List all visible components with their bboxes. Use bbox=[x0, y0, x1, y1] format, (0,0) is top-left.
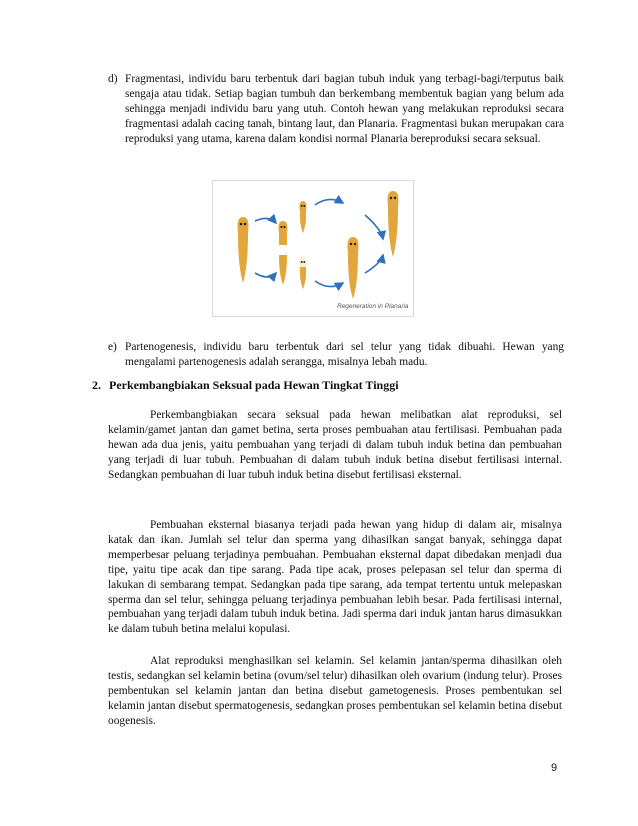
arrow-icon bbox=[315, 199, 343, 205]
arrow-icon bbox=[365, 255, 383, 273]
list-text-parthenogenesis: Partenogenesis, individu baru terbentuk dari sel telur yang tidak dibuahi. Hewan yang mengalami partenogenesis adalah serangga, misalnya lebah madu. bbox=[125, 341, 564, 368]
section-number: 2. bbox=[92, 378, 101, 392]
list-text-fragmentation: Fragmentasi, individu baru terbentuk dari bagian tubuh induk yang terbagi-bagi/terputus baik sengaja atau tidak. Setiap bagian tumbuh dan berkembang membentuk bagian yang belum ada sehingga menjadi individu baru yang utuh. Contoh hewan yang melakukan reproduksi secara fragmentasi adalah cacing tanah, bintang laut, dan Planaria. Fragmentasi bukan merupakan cara reproduksi yang utama, karena dalam kondisi normal Planaria bereproduksi secara seksual. bbox=[125, 73, 564, 145]
arrow-icon bbox=[365, 215, 383, 239]
paragraph-2-text: Pembuahan eksternal biasanya terjadi pada hewan yang hidup di dalam air, misalnya katak dan ikan. Jumlah sel telur dan sperma yang dihasilkan sangat banyak, sehingga dapat memperbesar peluang terjadinya pembuahan. Pembuahan eksternal dapat dibedakan menjadi dua tipe, yaitu tipe acak dan tipe sarang. Pada tipe acak, proses pelepasan sel telur dan sperma di lakukan di sembarang tempat. Sedangkan pada tipe sarang, ada tempat tertentu untuk melepaskan sperma dan sel telur, sehingga peluang terjadinya pembuahan lebih besar. Pada fertilisasi internal, pembuahan yang terjadi dalam tubuh induk betina. Jadi sperma dari induk jantan harus dimasukkan ke dalam tubuh betina melalui kopulasi. bbox=[108, 519, 562, 636]
planaria-regenerating-icon bbox=[299, 257, 306, 289]
arrow-icon bbox=[315, 281, 343, 287]
page-number: 9 bbox=[551, 762, 558, 774]
figure-caption: Regeneration in Planaria bbox=[337, 303, 409, 310]
planaria-new-individual-icon bbox=[388, 191, 399, 257]
list-marker-d: d) bbox=[108, 73, 118, 85]
list-marker-e: e) bbox=[108, 341, 117, 353]
list-item-parthenogenesis bbox=[108, 340, 564, 370]
planaria-whole-icon bbox=[238, 217, 249, 283]
arrow-icon bbox=[255, 273, 276, 277]
section-title: Perkembangbiakan Seksual pada Hewan Tingkat Tinggi bbox=[109, 378, 399, 392]
paragraph-2 bbox=[108, 518, 562, 637]
planaria-regeneration-figure bbox=[212, 180, 414, 317]
arrow-icon bbox=[255, 218, 276, 223]
planaria-regenerating-icon bbox=[299, 201, 306, 233]
section-heading bbox=[92, 378, 562, 393]
paragraph-3-text: Alat reproduksi menghasilkan sel kelamin. Sel kelamin jantan/sperma dihasilkan oleh testis, sedangkan sel kelamin betina (ovum/sel telur) dihasilkan oleh ovarium (indung telur). Proses pembentukan sel kelamin jantan dan betina disebut gametogenesis. Proses pembentukan sel kelamin jantan disebut spermatogenesis, sedangkan proses pembentukan sel kelamin betina disebut oogenesis. bbox=[108, 655, 562, 727]
paragraph-1 bbox=[108, 408, 562, 483]
list-item-fragmentation bbox=[108, 72, 564, 147]
planaria-tail-fragment-icon bbox=[279, 255, 287, 285]
planaria-illustration bbox=[213, 181, 413, 316]
paragraph-1-text: Perkembangbiakan secara seksual pada hewan melibatkan alat reproduksi, sel kelamin/gamet jantan dan gamet betina, serta proses pembuahan atau fertilisasi. Pembuahan pada hewan ada dua jenis, yaitu pembuahan yang terjadi di dalam tubuh induk betina dan pembuahan yang terjadi di luar tubuh. Pembuahan di dalam tubuh induk betina disebut fertilisasi internal. Sedangkan pembuahan di luar tubuh induk betina disebut fertilisasi eksternal. bbox=[108, 409, 562, 481]
planaria-new-individual-icon bbox=[348, 237, 359, 299]
planaria-head-fragment-icon bbox=[278, 221, 287, 245]
paragraph-3 bbox=[108, 654, 562, 729]
